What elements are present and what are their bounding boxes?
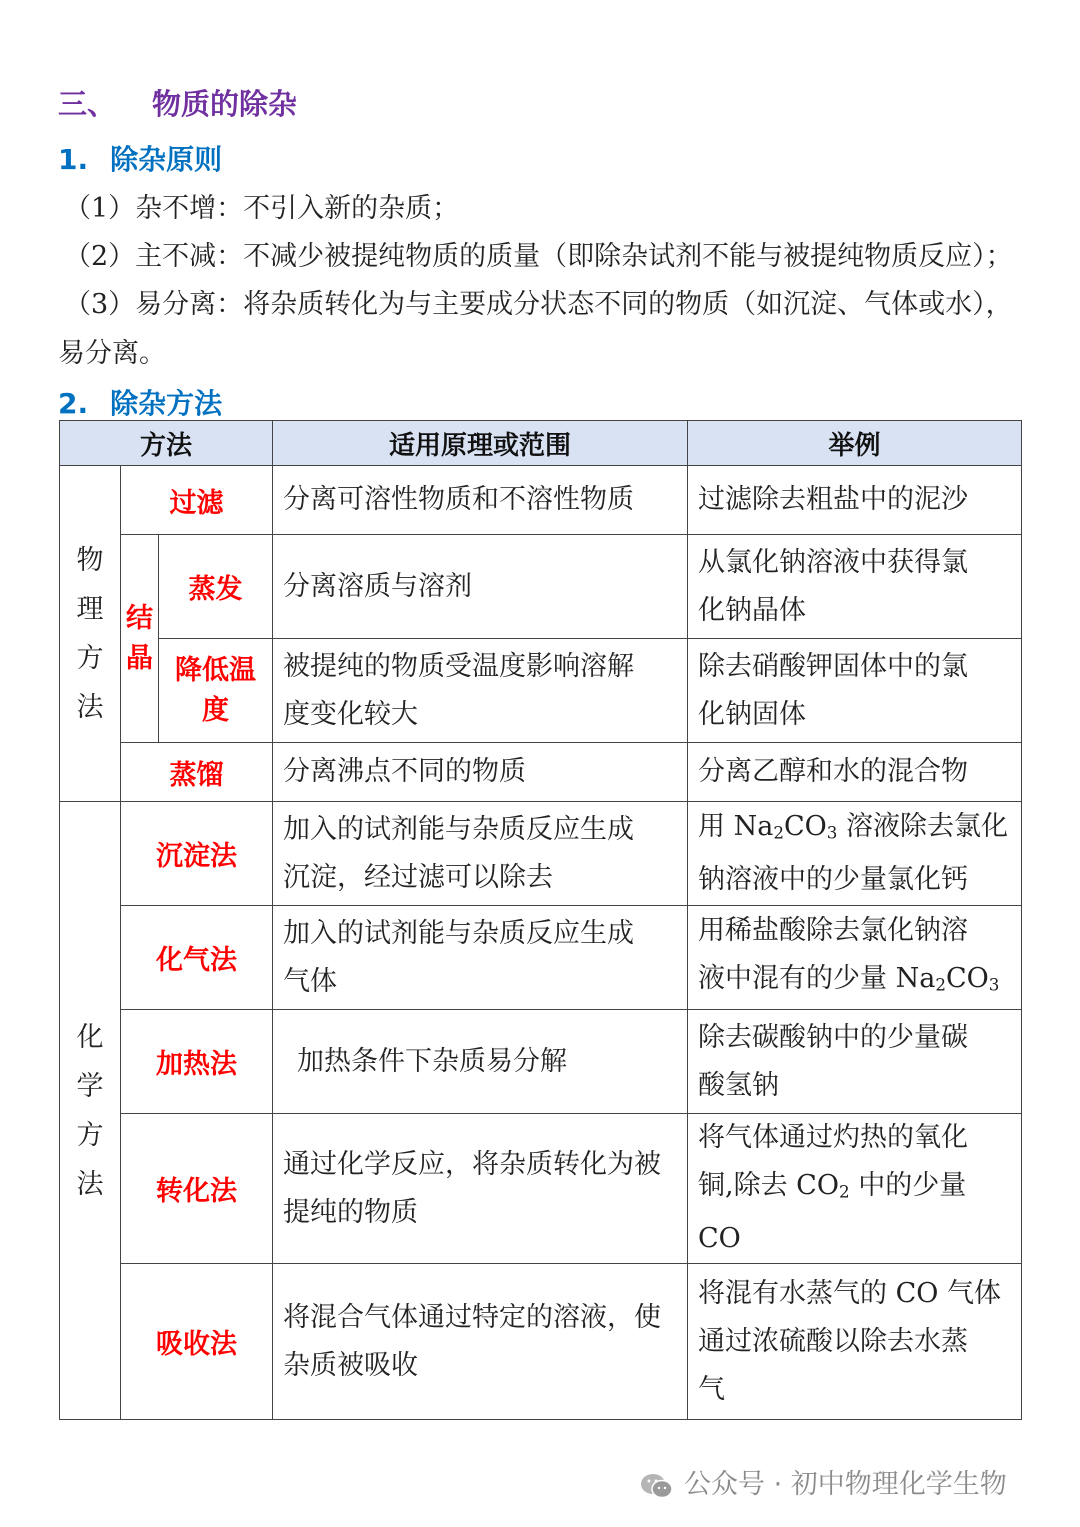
principle-line: 杂质被吸收: [283, 1349, 418, 1381]
example-precipitate: [688, 802, 1022, 906]
method-evaporate: 蒸发: [159, 535, 273, 639]
principle-distill: 分离沸点不同的物质: [273, 743, 688, 802]
subheading-number: 2.: [58, 387, 89, 420]
watermark-text: 公众号 · 初中物理化学生物: [684, 1469, 1007, 1500]
example-line: 气: [698, 1373, 725, 1405]
method-line: 度: [202, 694, 229, 726]
principle-line: 沉淀，经过滤可以除去: [283, 861, 553, 893]
principle-1: （1）杂不增：不引入新的杂质；: [64, 193, 460, 224]
example-line: 将混有水蒸气的 CO 气体: [698, 1277, 1001, 1309]
crystallization-text: 结晶: [126, 602, 153, 674]
example-line: 化钠固体: [698, 698, 806, 730]
subheading-number: 1.: [58, 143, 89, 176]
example-line: [698, 1162, 1011, 1263]
section-title: 物质的除杂: [152, 87, 298, 121]
method-cooling: [159, 639, 273, 743]
example-line: 除去硝酸钾固体中的氯: [698, 650, 968, 682]
example-line: 钠溶液中的少量氯化钙: [698, 864, 968, 896]
table-row: [60, 1264, 1022, 1420]
subheading-methods: [58, 382, 222, 422]
principle-3-cont: 易分离。: [58, 338, 166, 369]
subscript: 2: [773, 822, 784, 843]
principle-filter: 分离可溶性物质和不溶性物质: [273, 466, 688, 535]
table-header-row: [60, 421, 1022, 466]
principle-line: 被提纯的物质受温度影响溶解: [283, 650, 634, 682]
example-cooling: [688, 639, 1022, 743]
crystallization-label: [121, 535, 159, 743]
header-principle: 适用原理或范围: [273, 421, 688, 466]
principle-line: 度变化较大: [283, 698, 418, 730]
principle-line: 通过化学反应，将杂质转化为被: [283, 1148, 661, 1180]
text: CO: [945, 962, 989, 994]
example-line: 从氯化钠溶液中获得氯: [698, 546, 968, 578]
principle-cooling: [273, 639, 688, 743]
subscript: 3: [826, 822, 838, 843]
method-gasify: 化气法: [121, 906, 273, 1010]
wechat-icon: [640, 1472, 674, 1500]
example-line: 除去碳酸钠中的少量碳: [698, 1021, 968, 1053]
principle-line: 将混合气体通过特定的溶液，使: [283, 1301, 661, 1333]
header-example: 举例: [688, 421, 1022, 466]
text: 铜,除去 CO: [698, 1170, 839, 1201]
example-filter: 过滤除去粗盐中的泥沙: [688, 466, 1022, 535]
example-line: [698, 803, 1011, 856]
section-number: 三、: [58, 87, 117, 121]
principle-2: （2）主不减：不减少被提纯物质的质量（即除杂试剂不能与被提纯物质反应）；: [64, 241, 1013, 272]
method-absorb: 吸收法: [121, 1264, 273, 1420]
text: 溶液除去氯化: [837, 810, 1009, 842]
table-row: [60, 639, 1022, 743]
principle-evaporate: 分离溶质与溶剂: [273, 535, 688, 639]
subscript: 2: [838, 1181, 850, 1202]
subheading-principles: [58, 138, 222, 178]
principle-absorb: [273, 1264, 688, 1420]
method-heating: 加热法: [121, 1010, 273, 1114]
table-row: [60, 1010, 1022, 1114]
principle-line: 提纯的物质: [283, 1196, 418, 1228]
subheading-title: 除杂方法: [110, 387, 223, 420]
example-absorb: [688, 1264, 1022, 1420]
principle-line: 气体: [283, 965, 337, 997]
principle-3: （3）易分离：将杂质转化为与主要成分状态不同的物质（如沉淀、气体或水），: [64, 289, 1013, 320]
table-row: [60, 743, 1022, 802]
example-convert: [688, 1114, 1022, 1264]
example-line: 将气体通过灼热的氧化: [698, 1122, 968, 1153]
table-row: [60, 802, 1022, 906]
method-filter: 过滤: [121, 466, 273, 535]
text: 液中混有的少量 Na: [698, 962, 936, 994]
example-heating: [688, 1010, 1022, 1114]
text: 中的少量 CO: [698, 1170, 967, 1255]
example-distill: 分离乙醇和水的混合物: [688, 743, 1022, 802]
subheading-title: 除杂原则: [110, 143, 223, 176]
principle-line: 加入的试剂能与杂质反应生成: [283, 917, 634, 949]
example-line: 通过浓硫酸以除去水蒸: [698, 1325, 968, 1357]
table-row: [60, 1114, 1022, 1264]
principle-precipitate: [273, 802, 688, 906]
table-row: [60, 535, 1022, 639]
table-row: [60, 906, 1022, 1010]
example-line: 化钠晶体: [698, 594, 806, 626]
physical-method-label: [60, 466, 121, 802]
text: CO: [783, 810, 827, 842]
method-convert: 转化法: [121, 1114, 273, 1264]
method-line: 降低温: [175, 654, 256, 686]
method-distill: 蒸馏: [121, 743, 273, 802]
example-line: 酸氢钠: [698, 1069, 779, 1101]
chemical-label-text: 化学方法: [76, 1021, 104, 1200]
principle-line: 加入的试剂能与杂质反应生成: [283, 813, 634, 845]
example-evaporate: [688, 535, 1022, 639]
example-line: 用稀盐酸除去氯化钠溶: [698, 914, 968, 946]
example-line: [698, 955, 1011, 1008]
subscript: 3: [988, 974, 1000, 995]
method-precipitate: 沉淀法: [121, 802, 273, 906]
text: 用 Na: [698, 810, 774, 842]
example-gasify: [688, 906, 1022, 1010]
watermark: [640, 1462, 1007, 1501]
header-method: 方法: [60, 421, 273, 466]
subscript: 2: [935, 974, 946, 995]
principle-gasify: [273, 906, 688, 1010]
section-heading: [58, 82, 297, 123]
chemical-method-label: [60, 802, 121, 1420]
principle-heating: 加热条件下杂质易分解: [273, 1010, 688, 1114]
methods-table: [59, 420, 1022, 1420]
principle-convert: [273, 1114, 688, 1264]
table-row: [60, 466, 1022, 535]
physical-label-text: 物理方法: [76, 544, 104, 723]
